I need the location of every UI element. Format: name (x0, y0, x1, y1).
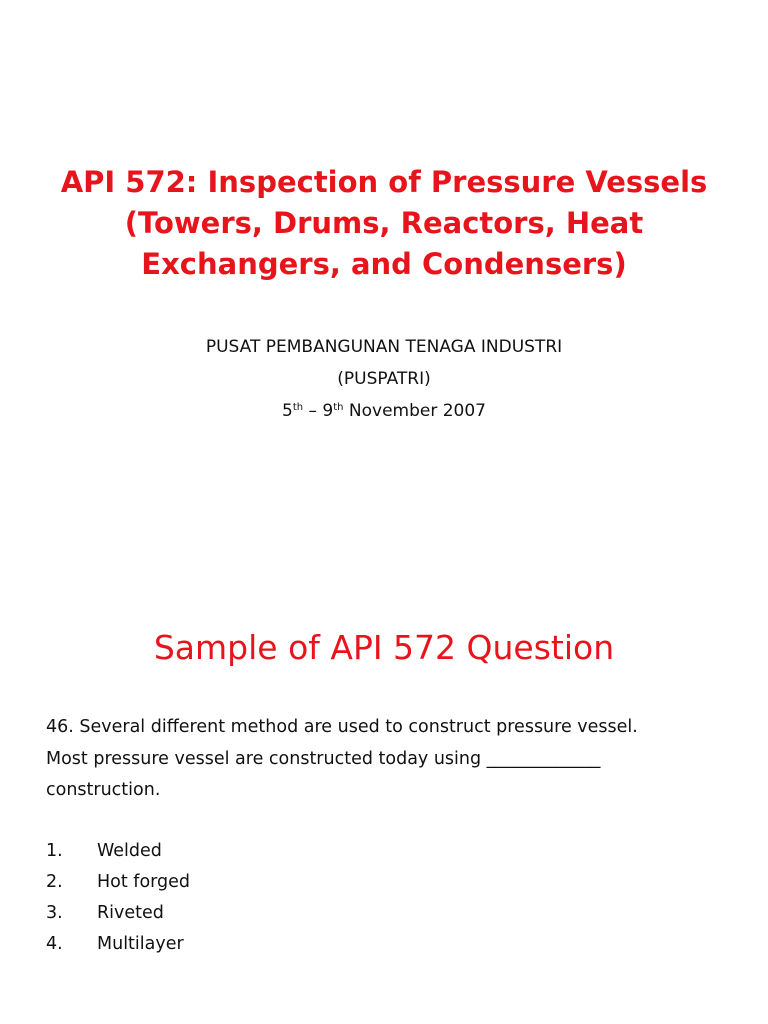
date-separator: – (303, 401, 323, 421)
option-text: Welded (97, 841, 162, 861)
answer-options (46, 836, 190, 960)
organization-name: PUSAT PEMBANGUNAN TENAGA INDUSTRI (205, 337, 563, 357)
title-line-2: (Towers, Drums, Reactors, Heat (124, 206, 644, 240)
answer-option (46, 867, 190, 898)
course-info (0, 331, 768, 427)
question-line-3: construction. (46, 780, 161, 800)
title-line-1: API 572: Inspection of Pressure Vessels (60, 165, 708, 199)
option-text: Multilayer (97, 934, 184, 954)
answer-option (46, 898, 190, 929)
answer-option (46, 836, 190, 867)
date-end-day: 9 (322, 401, 334, 421)
date-month-year: November 2007 (343, 401, 486, 421)
option-text: Hot forged (97, 872, 191, 892)
question-line-2: Most pressure vessel are constructed today using _____________ (46, 748, 601, 769)
date-start-day: 5 (281, 401, 293, 421)
title-line-3: Exchangers, and Condensers) (141, 247, 627, 281)
question-text (46, 712, 746, 807)
option-text: Riveted (97, 903, 164, 923)
question-line-1: 46. Several different method are used to construct pressure vessel. (46, 717, 638, 737)
option-number: 1. (46, 841, 63, 861)
date-end-suffix: th (333, 402, 344, 413)
option-number: 3. (46, 903, 63, 923)
course-date (0, 395, 768, 427)
section-heading: Sample of API 572 Question (153, 628, 615, 667)
answer-option (46, 929, 190, 960)
option-number: 2. (46, 872, 63, 892)
date-start-suffix: th (292, 402, 304, 413)
option-number: 4. (46, 934, 63, 954)
organization-acronym: (PUSPATRI) (337, 369, 431, 389)
document-title (0, 162, 768, 285)
